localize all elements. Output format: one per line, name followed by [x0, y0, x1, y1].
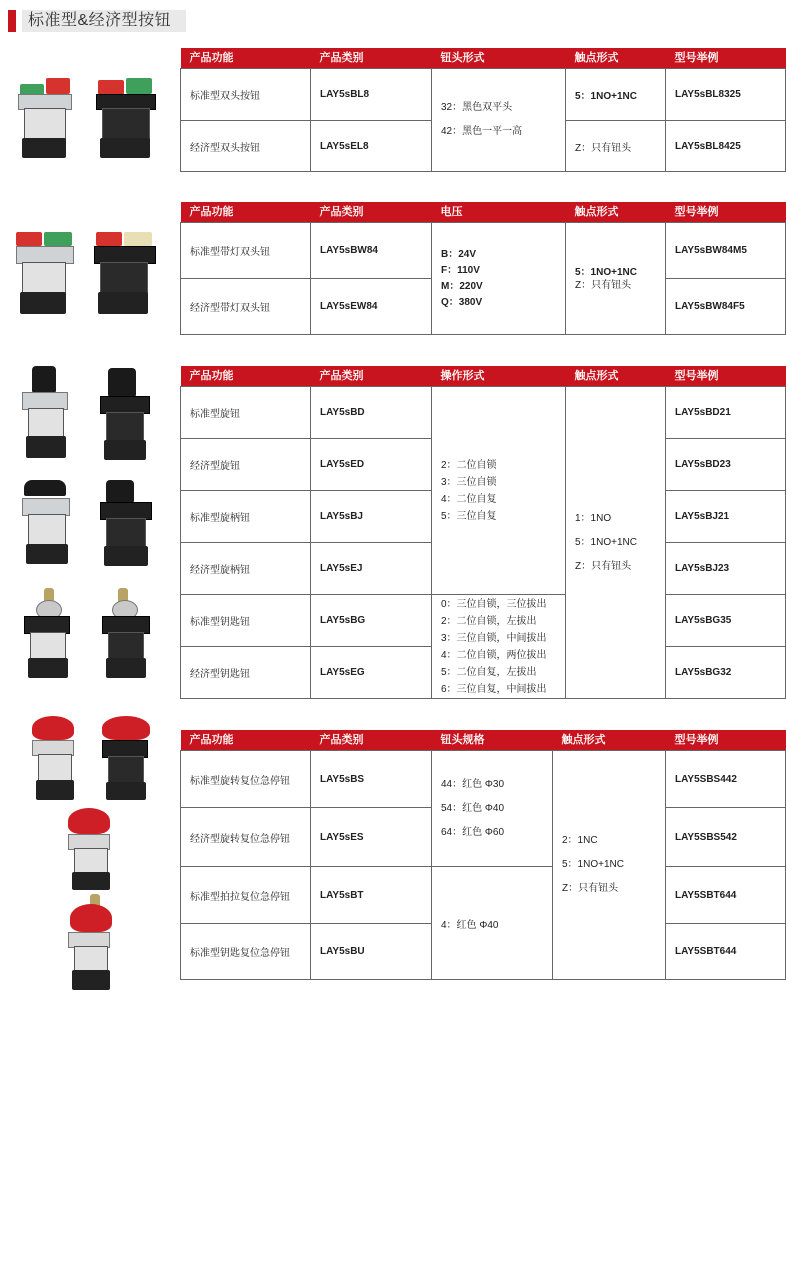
contact-type: 5：1NO+1NC [566, 69, 666, 121]
operation-option: 3：三位自锁 [441, 476, 497, 488]
column-header: 产品类别 [311, 730, 432, 751]
contact-option: 5：1NO+1NC [562, 859, 624, 870]
product-category: LAY5sEJ [311, 543, 432, 595]
column-header: 产品类别 [311, 366, 432, 387]
table-header-row [181, 366, 786, 387]
model-example: LAY5sBD21 [666, 387, 786, 439]
model-example: LAY5sBW84F5 [666, 279, 786, 335]
table-row [181, 223, 786, 279]
column-header: 触点形式 [553, 730, 666, 751]
model-example: LAY5SBS442 [666, 751, 786, 808]
head-type-option: 32：黑色双平头 [441, 102, 513, 113]
product-category: LAY5sBG [311, 595, 432, 647]
operation-type-cell [432, 387, 566, 595]
column-header: 钮头规格 [432, 730, 553, 751]
head-spec-cell: 4：红色 Φ40 [432, 867, 553, 980]
model-example: LAY5sBG32 [666, 647, 786, 699]
column-header: 型号举例 [666, 48, 786, 69]
voltage-option: Q：380V [441, 296, 483, 308]
contact-option: Z：只有钮头 [562, 883, 619, 894]
table-header-row [181, 730, 786, 751]
selector-switch-icon [98, 368, 154, 460]
contact-option: 5：1NO+1NC [575, 536, 637, 548]
column-header: 型号举例 [666, 366, 786, 387]
column-header: 型号举例 [666, 202, 786, 223]
product-function: 经济型旋转复位急停钮 [181, 808, 311, 867]
contact-type-cell [553, 751, 666, 980]
title-accent-bar [8, 10, 16, 32]
product-category: LAY5sES [311, 808, 432, 867]
head-spec-cell [432, 751, 553, 867]
product-function: 经济型带灯双头钮 [181, 279, 311, 335]
product-function: 标准型旋转复位急停钮 [181, 751, 311, 808]
table-row [181, 751, 786, 808]
operation-option: 2：二位自锁 [441, 459, 497, 471]
model-example: LAY5SBT644 [666, 924, 786, 980]
contact-option: 1：1NO [575, 512, 612, 524]
product-category: LAY5sBS [311, 751, 432, 808]
product-category: LAY5sBW84 [311, 223, 432, 279]
product-function: 经济型钥匙钮 [181, 647, 311, 699]
spec-table-double-head [180, 48, 786, 172]
table-row [181, 595, 786, 647]
voltage-cell [432, 223, 566, 335]
double-head-button-icon [94, 74, 158, 160]
product-category: LAY5sBL8 [311, 69, 432, 121]
product-function: 经济型双头按钮 [181, 121, 311, 172]
key-switch-icon [22, 588, 74, 680]
column-header: 触点形式 [566, 48, 666, 69]
column-header: 操作形式 [432, 366, 566, 387]
column-header: 触点形式 [566, 202, 666, 223]
operation-option: 3：三位自锁，中间拔出 [441, 632, 547, 644]
voltage-option: F：110V [441, 264, 480, 276]
column-header: 钮头形式 [432, 48, 566, 69]
table-header-row [181, 202, 786, 223]
contact-option: 2：1NC [562, 835, 598, 846]
product-category: LAY5sEG [311, 647, 432, 699]
contact-option: 5：1NO+1NC [575, 266, 637, 278]
product-function: 标准型双头按钮 [181, 69, 311, 121]
spec-table-selector [180, 366, 786, 699]
model-example: LAY5sBD23 [666, 439, 786, 491]
emergency-stop-icon [66, 808, 116, 892]
column-header: 产品类别 [311, 48, 432, 69]
operation-option: 4：二位自复 [441, 493, 497, 505]
product-category: LAY5sEL8 [311, 121, 432, 172]
page-title: 标准型&经济型按钮 [28, 12, 172, 29]
illuminated-double-button-icon [92, 230, 158, 316]
model-example: LAY5sBJ21 [666, 491, 786, 543]
model-example: LAY5sBW84M5 [666, 223, 786, 279]
model-example: LAY5SBT644 [666, 867, 786, 924]
model-example: LAY5sBL8425 [666, 121, 786, 172]
illuminated-double-button-icon [14, 230, 76, 316]
emergency-stop-icon [66, 894, 118, 992]
spec-table-emergency-stop [180, 730, 786, 980]
product-category: LAY5sED [311, 439, 432, 491]
head-spec-option: 54：红色 Φ40 [441, 802, 505, 814]
column-header: 产品功能 [181, 48, 311, 69]
model-example: LAY5sBJ23 [666, 543, 786, 595]
column-header: 产品功能 [181, 202, 311, 223]
head-type-cell [432, 69, 566, 172]
product-function: 标准型钥匙复位急停钮 [181, 924, 311, 980]
head-spec-option: 44：红色 Φ30 [441, 778, 505, 790]
emergency-stop-icon [100, 716, 156, 802]
table-row [181, 387, 786, 439]
product-function: 经济型旋钮 [181, 439, 311, 491]
product-function: 标准型旋柄钮 [181, 491, 311, 543]
product-function: 标准型带灯双头钮 [181, 223, 311, 279]
model-example: LAY5sBL8325 [666, 69, 786, 121]
operation-option: 5：三位自复 [441, 510, 497, 522]
product-category: LAY5sBJ [311, 491, 432, 543]
contact-option: Z：只有钮头 [575, 560, 632, 572]
table-row [181, 867, 786, 924]
product-function: 标准型拍拉复位急停钮 [181, 867, 311, 924]
voltage-option: M：220V [441, 280, 483, 292]
product-function: 标准型旋钮 [181, 387, 311, 439]
key-operation-cell [432, 595, 566, 699]
product-category: LAY5sEW84 [311, 279, 432, 335]
table-header-row [181, 48, 786, 69]
contact-type-cell [566, 223, 666, 335]
model-example: LAY5sBG35 [666, 595, 786, 647]
voltage-option: B：24V [441, 248, 477, 260]
operation-option: 0：三位自锁，三位拔出 [441, 598, 547, 610]
column-header: 型号举例 [666, 730, 786, 751]
contact-option: Z：只有钮头 [575, 279, 632, 291]
operation-option: 5：二位自复，左拔出 [441, 666, 537, 678]
contact-type-cell [566, 387, 666, 699]
column-header: 产品功能 [181, 730, 311, 751]
emergency-stop-icon [30, 716, 80, 802]
lever-switch-icon [98, 480, 156, 566]
key-switch-icon [100, 588, 154, 680]
selector-switch-icon [20, 366, 72, 460]
product-category: LAY5sBT [311, 867, 432, 924]
column-header: 产品功能 [181, 366, 311, 387]
product-category: LAY5sBU [311, 924, 432, 980]
product-function: 标准型钥匙钮 [181, 595, 311, 647]
contact-type: Z：只有钮头 [566, 121, 666, 172]
product-function: 经济型旋柄钮 [181, 543, 311, 595]
page-title-bar [8, 10, 186, 32]
head-type-option: 42：黑色一平一高 [441, 126, 523, 137]
head-spec-option: 64：红色 Φ60 [441, 826, 505, 838]
product-category: LAY5sBD [311, 387, 432, 439]
column-header: 电压 [432, 202, 566, 223]
operation-option: 4：二位自锁，两位拔出 [441, 649, 547, 661]
column-header: 产品类别 [311, 202, 432, 223]
operation-option: 6：三位自复，中间拔出 [441, 683, 547, 695]
spec-table-illuminated [180, 202, 786, 335]
operation-option: 2：二位自锁，左拔出 [441, 615, 537, 627]
model-example: LAY5SBS542 [666, 808, 786, 867]
column-header: 触点形式 [566, 366, 666, 387]
lever-switch-icon [20, 480, 74, 566]
double-head-button-icon [16, 78, 74, 160]
table-row [181, 69, 786, 121]
